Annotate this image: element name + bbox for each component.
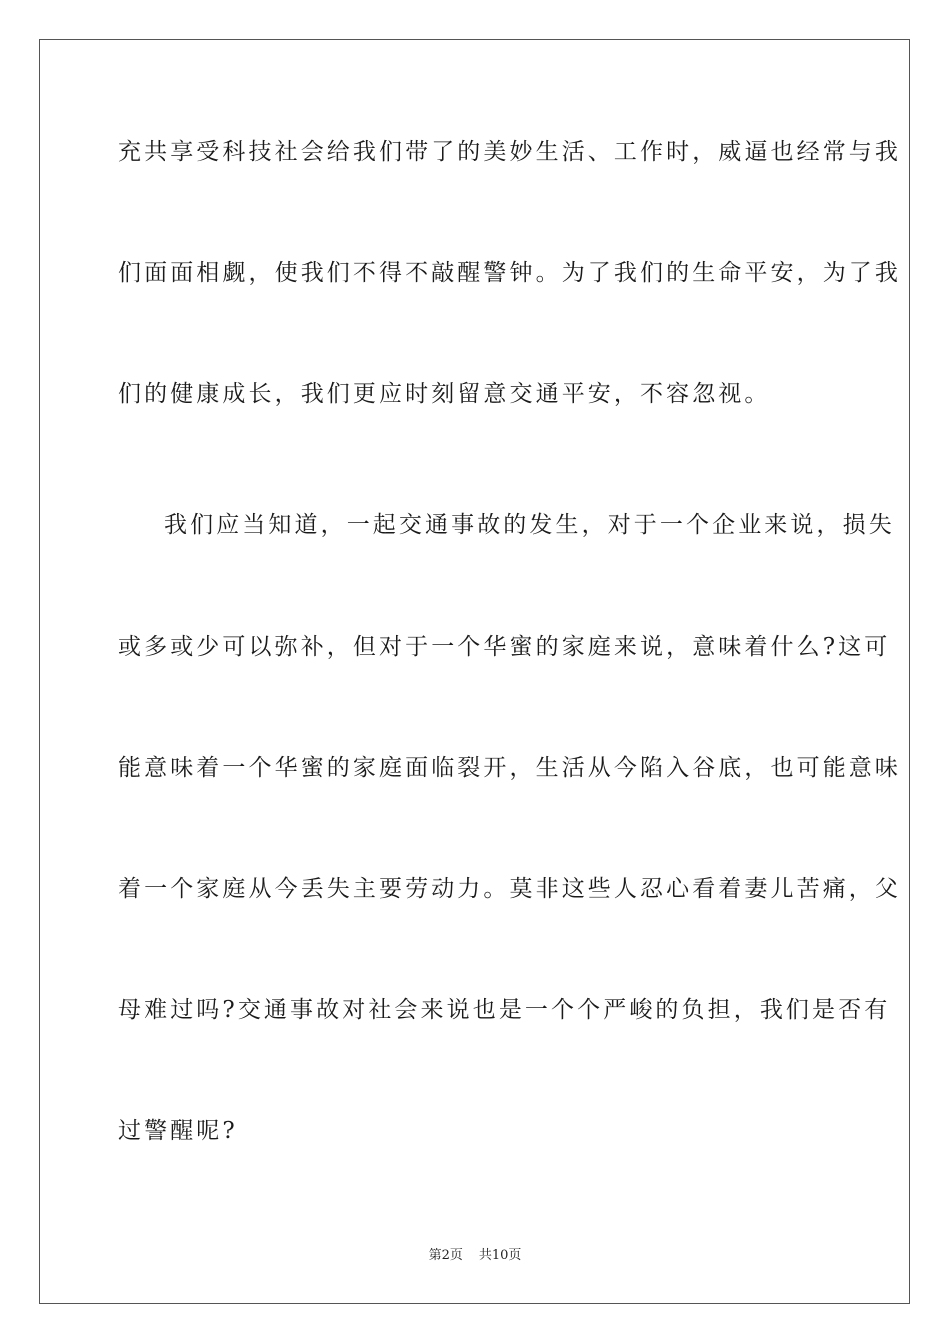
text-line-1: 充共享受科技社会给我们带了的美妙生活、工作时，威逼也经常与我 (118, 139, 901, 165)
text-line-6: 能意味着一个华蜜的家庭面临裂开，生活从今陷入谷底，也可能意味 (118, 755, 901, 781)
text-line-2: 们面面相觑，使我们不得不敲醒警钟。为了我们的生命平安，为了我 (118, 260, 901, 286)
text-line-5: 或多或少可以弥补，但对于一个华蜜的家庭来说，意味着什么?这可 (118, 634, 891, 660)
text-line-3: 们的健康成长，我们更应时刻留意交通平安，不容忽视。 (118, 381, 771, 407)
text-line-7: 着一个家庭从今丢失主要劳动力。莫非这些人忍心看着妻儿苦痛，父 (118, 876, 901, 902)
text-line-4: 我们应当知道，一起交通事故的发生，对于一个企业来说，损失 (164, 512, 895, 538)
page-border (39, 39, 910, 1304)
page-footer (0, 1247, 950, 1265)
text-line-9: 过警醒呢? (118, 1118, 238, 1144)
text-line-8: 母难过吗?交通事故对社会来说也是一个个严峻的负担，我们是否有 (118, 997, 891, 1023)
total-pages: 共10页 (478, 1248, 522, 1263)
page-number: 第2页 (428, 1248, 463, 1263)
